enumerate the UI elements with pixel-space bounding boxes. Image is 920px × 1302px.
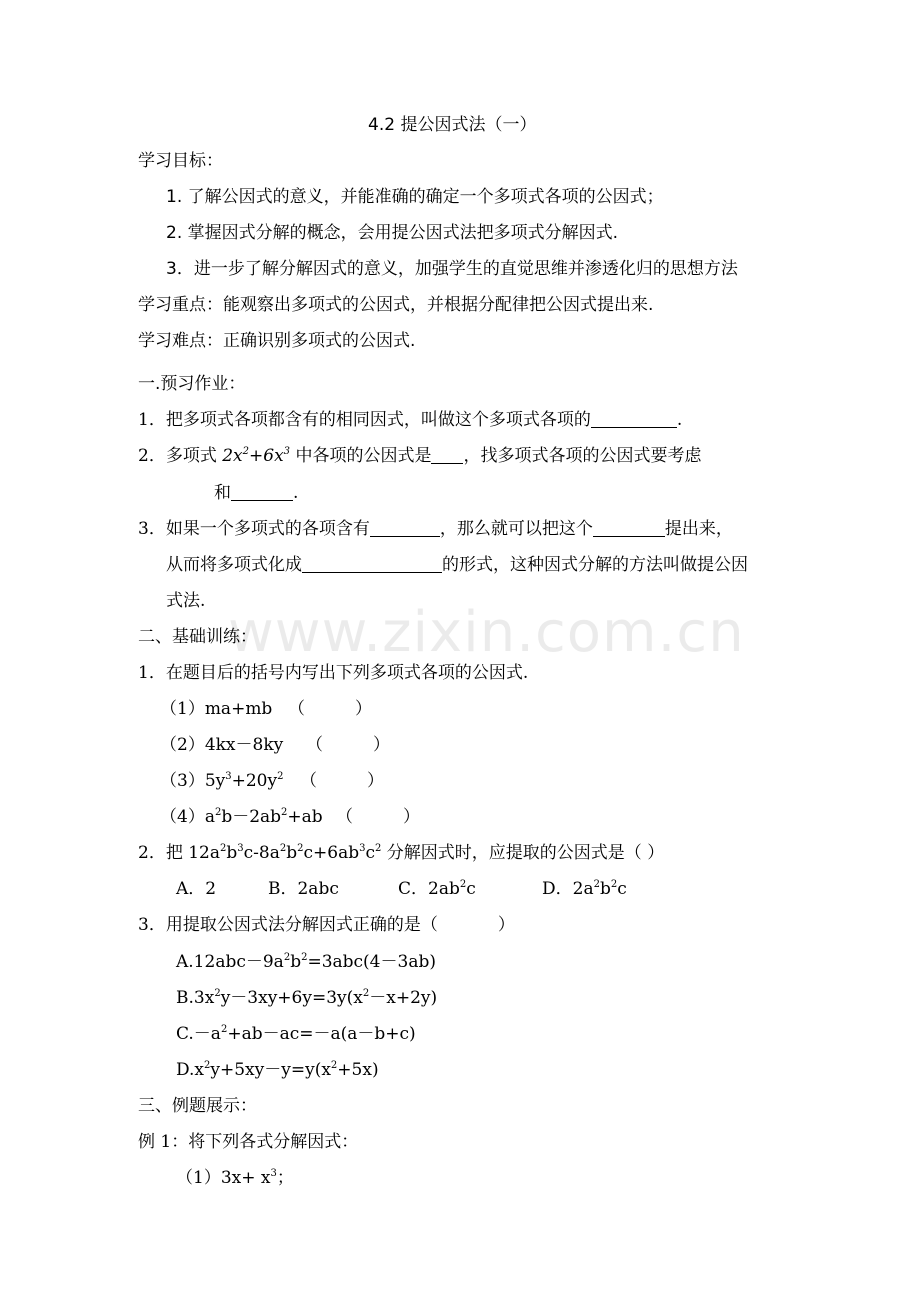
key-point: 学习重点：能观察出多项式的公因式，并根据分配律把公因式提出来. (138, 295, 654, 315)
example-1-item: $(1)3x+ x^3$； (176, 1168, 294, 1188)
watermark: www.zixin.com.cn (228, 600, 745, 665)
s1-question-3 (138, 517, 733, 541)
s2-q1-expression: （1）ma+mb (160, 699, 273, 719)
s1-q3-text: 从而将多项式化成 (166, 555, 302, 575)
s2-q1-expression: （2）4kx－8ky (160, 735, 284, 755)
s2-q2-option[interactable]: A．2 (176, 879, 217, 899)
goal-item: 2. 掌握因式分解的概念，会用提公因式法把多项式分解因式. (166, 223, 619, 243)
s2-q1-expression: $(3)5y^3+20y^2$ (160, 771, 284, 791)
section1-heading: 一.预习作业： (138, 374, 246, 394)
section3-heading: 三、例题展示： (138, 1096, 257, 1116)
answer-blank[interactable] (591, 409, 677, 428)
s1-q2-text: 2．多项式 (138, 446, 223, 466)
s2-q3-option[interactable]: $D.x^2y+5xy-y=y(x^2+5x)$ (176, 1060, 379, 1080)
answer-blank[interactable] (231, 482, 293, 501)
section2-heading: 二、基础训练： (138, 627, 257, 647)
s2-q3-option[interactable]: $B.3x^2y-3xy+6y=3y(x^2-x+2y)$ (176, 988, 438, 1008)
answer-paren[interactable]: （ ） (288, 699, 372, 719)
page-title: 4.2 提公因式法（一） (368, 115, 537, 135)
s2-q1-expression: $(4)a^2b-2ab^2+ab$ (160, 807, 323, 827)
s1-q3-text: 3．如果一个多项式的各项含有 (138, 519, 370, 539)
answer-paren[interactable]: （ ） (300, 771, 384, 791)
example-1-text: 例 1：将下列各式分解因式： (138, 1132, 359, 1152)
goals-heading: 学习目标： (138, 151, 223, 171)
s2-q2-option[interactable]: B．2abc (268, 879, 339, 899)
answer-blank[interactable] (302, 554, 442, 573)
answer-blank[interactable] (370, 518, 440, 537)
answer-paren[interactable]: （ ） (306, 735, 390, 755)
s1-q3-text: 的形式，这种因式分解的方法叫做提公因 (442, 555, 748, 575)
s1-q2-end: . (293, 483, 299, 503)
goal-item: 3．进一步了解分解因式的意义，加强学生的直觉思维并渗透化归的思想方法 (166, 259, 738, 279)
s2-question-1: 1．在题目后的括号内写出下列多项式各项的公因式. (138, 663, 529, 683)
s2-q3-option[interactable]: $C.-a^2+ab-ac=-a(a-b+c)$ (176, 1024, 416, 1044)
goal-item: 1. 了解公因式的意义，并能准确的确定一个多项式各项的公因式； (166, 187, 664, 207)
answer-paren[interactable]: （ ） (336, 807, 420, 827)
s2-question-3 (138, 913, 515, 937)
s1-question-3-cont: 式法. (166, 591, 206, 611)
s1-q2-text: 中各项的公因式是 (290, 446, 432, 466)
s1-question-2-cont (214, 481, 298, 505)
s1-question-3-cont (166, 553, 748, 577)
s1-q2-text: ，找多项式各项的公因式要考虑 (463, 446, 702, 466)
answer-blank[interactable] (593, 518, 665, 537)
s1-question-1 (138, 408, 682, 432)
s1-q3-text: ，那么就可以把这个 (439, 519, 593, 539)
s2-q3-option[interactable]: $A.12abc-9a^2b^2=3abc(4-3ab)$ (176, 952, 436, 972)
s2-q3-text: 3．用提取公因式法分解因式正确的是（ (138, 915, 438, 935)
s2-q1-item (160, 805, 420, 829)
difficulty: 学习难点：正确识别多项式的公因式. (138, 331, 416, 351)
s2-q3-close: ） (497, 915, 515, 935)
s2-q1-item (160, 733, 390, 757)
s1-q1-end: . (676, 410, 683, 430)
s2-q1-item (160, 769, 384, 793)
s1-q1-text: 1．把多项式各项都含有的相同因式，叫做这个多项式各项的 (138, 410, 591, 430)
s1-question-2 (138, 444, 701, 468)
s2-question-2: 2．把 $12a^2b^3c-8a^2b^2c+6ab^3c^2$ 分解因式时，应提取的公因式是（ ） (138, 843, 665, 863)
s2-q1-item (160, 697, 372, 721)
s1-q2-text: 和 (214, 483, 231, 503)
example-1-heading (138, 1130, 358, 1154)
s2-q2-option[interactable]: D．$2a^2b^2c$ (542, 879, 627, 899)
s1-q3-text: 提出来， (664, 519, 733, 539)
answer-blank[interactable] (431, 445, 463, 464)
s1-q2-expression: $2x^2+6x^3$ (222, 446, 291, 466)
s2-q2-option[interactable]: C．$2ab^2c$ (398, 879, 476, 899)
